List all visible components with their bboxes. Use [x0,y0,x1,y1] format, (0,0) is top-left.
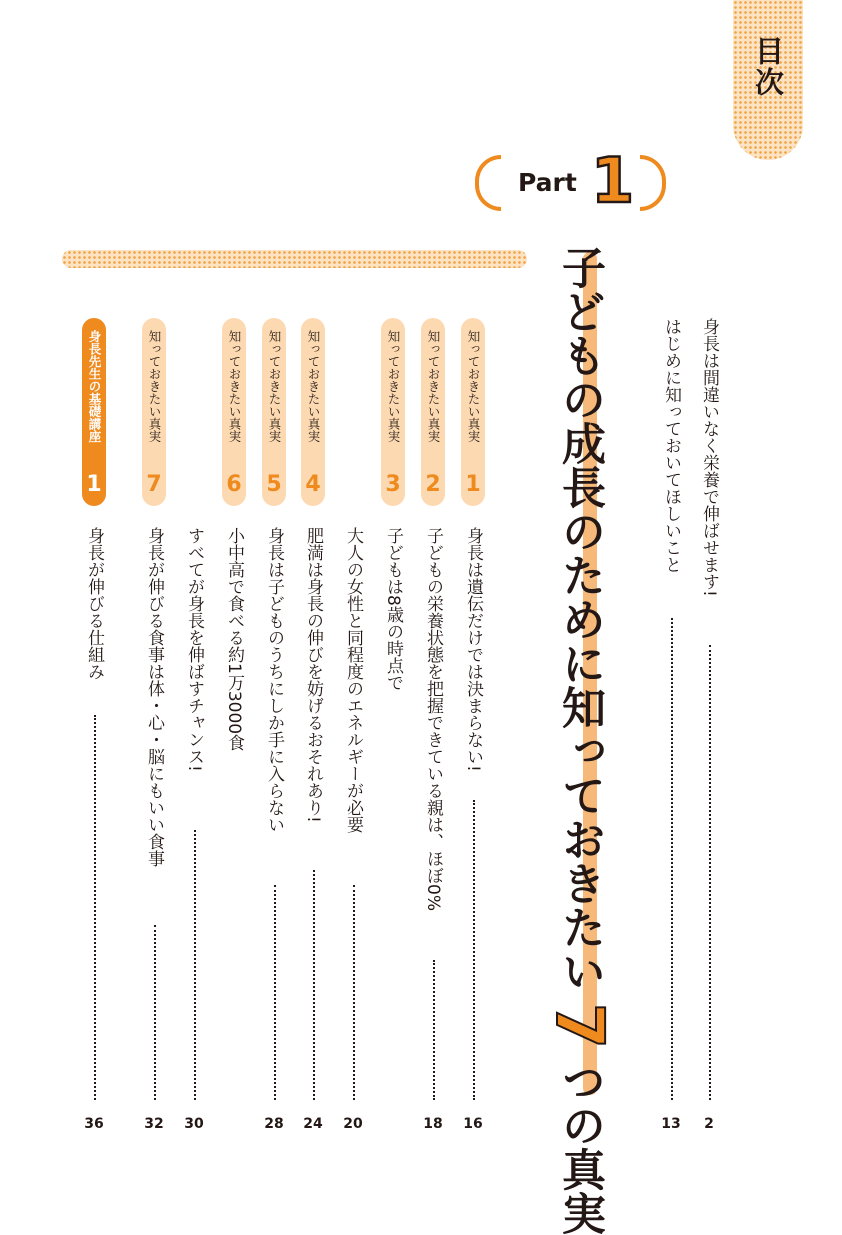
chapter-title-suffix: つの真実 [554,1058,605,1235]
toc-entry-truth-6[interactable]: 小中高で食べる約1万3000食 [224,527,244,752]
truth-pill-7 [142,318,166,506]
pill-label: 知っておきたい真実 [306,330,321,443]
truth-pill-5 [262,318,286,506]
leader-dots [671,618,673,1100]
truth-pill-1 [461,318,485,506]
page-number: 20 [343,1116,363,1132]
pill-label: 身長先生の基礎講座 [87,330,102,443]
truth-pill-4 [301,318,325,506]
toc-entry-intro-2[interactable]: はじめに知っておいてほしいこと [661,318,681,573]
toc-entry-truth-7[interactable]: 身長が伸びる食事は体・心・脳にもいい食事 [144,527,164,867]
page-number: 18 [423,1116,443,1132]
leader-dots [94,715,96,1100]
leader-dots [313,870,315,1100]
pill-label: 知っておきたい真実 [426,330,441,443]
chapter-title-text: 子どもの成長のために知っておきたい [554,245,605,993]
toc-entry-intro-1[interactable]: 身長は間違いなく栄養で伸ばせます! [699,318,719,597]
pill-label: 知っておきたい真実 [227,330,242,443]
pill-number: 1 [465,472,481,497]
leader-dots [353,885,355,1100]
page-number: 30 [184,1116,204,1132]
leader-dots [473,800,475,1100]
part-number: 1 [591,144,635,217]
chapter-title [541,245,618,1235]
leader-dots [709,645,711,1100]
toc-entry-lecture-1[interactable]: 身長が伸びる仕組み [84,527,104,680]
pill-label: 知っておきたい真実 [466,330,481,443]
page-number: 16 [463,1116,483,1132]
pill-label: 知っておきたい真実 [386,330,401,443]
divider-band [62,250,527,268]
leader-dots [433,960,435,1100]
basic-lecture-pill [82,318,106,506]
pill-label: 知っておきたい真実 [147,330,162,443]
truth-pill-3 [381,318,405,506]
leader-dots [274,885,276,1100]
leader-dots [194,830,196,1100]
pill-number: 4 [305,472,321,497]
toc-entry-truth-4[interactable]: 肥満は身長の伸びを妨げるおそれあり! [303,527,323,823]
page-number: 32 [144,1116,164,1132]
part-bracket-left [475,155,501,211]
toc-entry-truth-3[interactable]: 子どもは8歳の時点で [383,527,403,691]
truth-pill-2 [421,318,445,506]
part-bracket-right [640,155,666,211]
toc-entry-truth-6-cont[interactable]: すべてが身長を伸ばすチャンス! [184,527,204,772]
pill-number: 5 [266,472,282,497]
page-number: 36 [84,1116,104,1132]
truth-pill-6 [222,318,246,506]
pill-number: 6 [226,472,242,497]
pill-number: 2 [425,472,441,497]
pill-label: 知っておきたい真実 [267,330,282,443]
toc-entry-truth-5[interactable]: 身長は子どものうちにしか手に入らない [264,527,284,833]
toc-entry-truth-3-cont[interactable]: 大人の女性と同程度のエネルギーが必要 [343,527,363,833]
pill-number: 3 [385,472,401,497]
part-label: Part [518,168,577,197]
toc-entry-truth-2[interactable]: 子どもの栄養状態を把握できている親は、ほぼ0% [423,527,443,911]
leader-dots [154,925,156,1100]
page-number: 13 [661,1116,681,1132]
page-number: 24 [303,1116,323,1132]
pill-number: 1 [86,472,102,497]
toc-entry-truth-1[interactable]: 身長は遺伝だけでは決まらない! [463,527,483,772]
pill-number: 7 [146,472,162,497]
page-number: 28 [264,1116,284,1132]
chapter-title-number: 7 [541,1003,618,1049]
contents-tab-label: 目次 [751,36,785,98]
page-number: 2 [704,1116,714,1132]
